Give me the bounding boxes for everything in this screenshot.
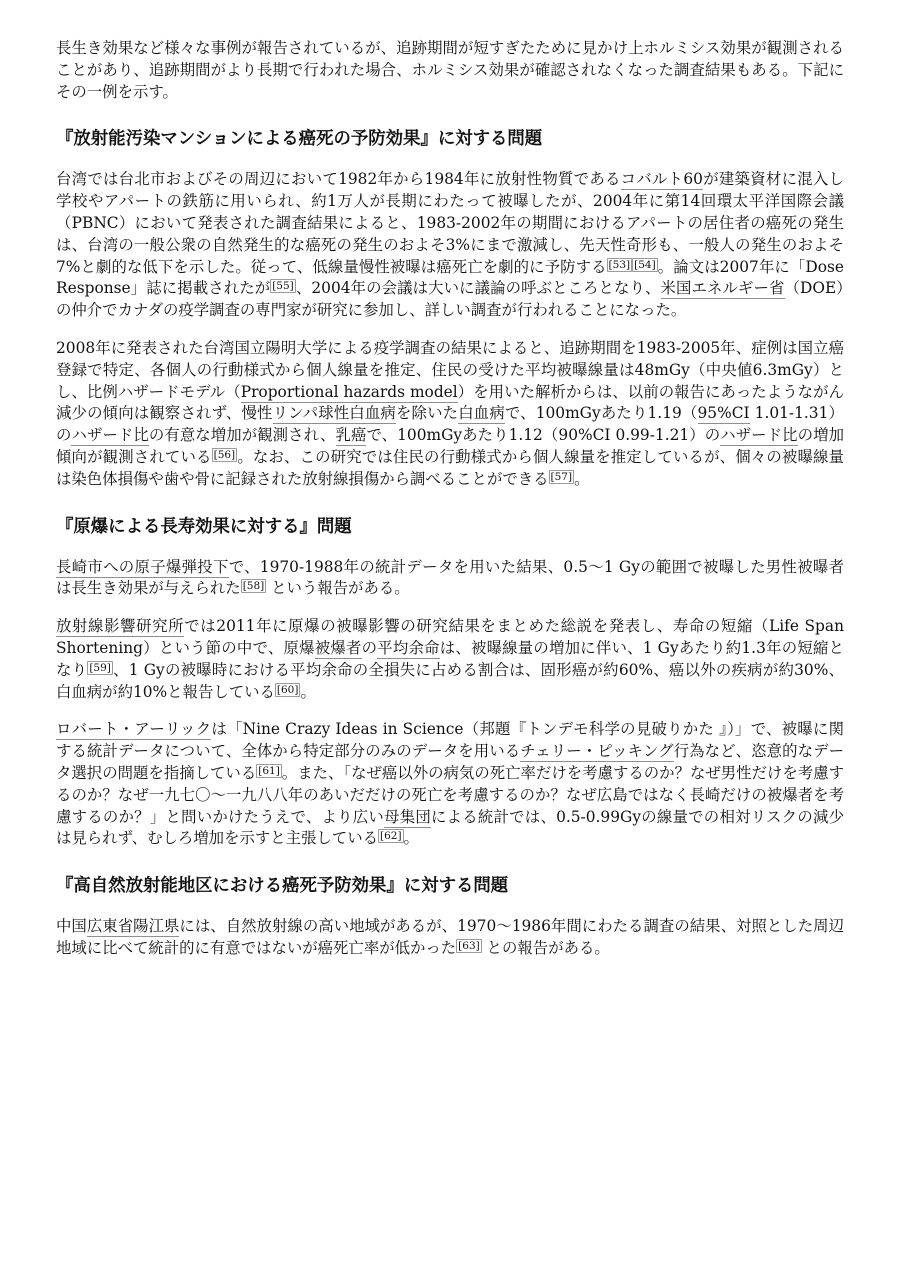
- intro-paragraph: 長生き効果など様々な事例が報告されているが、追跡期間が短すぎたために見かけ上ホルミシス効果が観測されることがあり、追跡期間がより長期で行われた場合、ホルミシス効果が確認されなくなった調査結果もある。下記にその一例を示す。: [56, 39, 844, 101]
- text-run: で、100mGyあたり1.19（: [504, 404, 698, 423]
- link-proportional-hazards-model[interactable]: Proportional hazards model: [240, 382, 458, 401]
- text-run: 。: [403, 829, 419, 848]
- link-cherry-picking[interactable]: チェリー・ピッキング: [520, 742, 674, 761]
- text-run: を除いた: [395, 404, 459, 423]
- link-95ci[interactable]: 95%CI: [697, 404, 750, 423]
- paragraph-nagasaki: [56, 557, 844, 601]
- text-run: 。なお、この研究では住民の行動様式から個人線量を推定しているが、個々の被曝線量は染色体損傷や歯や骨に記録された放射線損傷から調べることができる: [56, 447, 844, 488]
- section-heading-atomic-bomb: 『原爆による長寿効果に対する』問題: [56, 516, 352, 537]
- link-rerf[interactable]: 放射線影響研究所: [56, 617, 185, 636]
- link-leukemia[interactable]: 白血病: [458, 404, 505, 423]
- link-hazard-ratio[interactable]: ハザード比: [71, 426, 149, 445]
- text-run: 1.01-1.31）の: [56, 404, 844, 445]
- text-run: （DOE）の仲介でカナダの疫学調査の専門家が研究に参加し、詳しい調査が行われることになった。: [56, 279, 844, 320]
- citation-61[interactable]: [61]: [258, 764, 280, 777]
- text-run: 。論文は2007年に「Dose Response」誌に掲載されたが: [56, 257, 844, 298]
- section-heading-mansion: 『放射能汚染マンションによる癌死の予防効果』に対する問題: [56, 129, 543, 150]
- citation-59[interactable]: [59]: [89, 661, 111, 674]
- text-run: 。: [574, 469, 590, 488]
- text-run: 、1 Gyの被曝時における平均余命の全損失に占める割合は、固形癌が約60%、癌以外の疾病が約30%、白血病が約10%と報告している: [56, 660, 844, 701]
- citation-62[interactable]: [62]: [379, 830, 402, 843]
- citation-55[interactable]: [55]: [272, 280, 294, 293]
- text-run: 。: [300, 682, 316, 701]
- section-heading-high-background: 『高自然放射能地区における癌死予防効果』に対する問題: [56, 876, 509, 897]
- paragraph-rerf: [56, 616, 844, 703]
- link-nagasaki-bombing[interactable]: 長崎市への原子爆弾投下: [56, 557, 229, 576]
- text-run: には、自然放射線の高い地域があるが、1970～1986年間にわたる調査の結果、対照とした周辺地域に比べて統計的に有意ではないが癌死亡率が低かった: [56, 917, 844, 957]
- text-run: との報告がある。: [481, 938, 610, 957]
- text-run: は「Nine Crazy Ideas in Science（邦題『トンデモ科学の見破りかた 』）」で、被曝に関する統計データについて、全体から特定部分のみのデータを用いる: [56, 720, 844, 761]
- text-run: では2011年に原爆の被曝影響の研究結果をまとめた総説を発表し、寿命の短縮（Life Span Shortening）という節の中で、原爆: [56, 617, 844, 657]
- link-lymphocytic-leukemia[interactable]: リンパ球性白血病: [272, 404, 396, 423]
- paragraph-yangming-study: [56, 338, 844, 491]
- text-run: の有意な増加が観測され、: [148, 426, 336, 445]
- text-run: という報告がある。: [266, 579, 410, 598]
- link-hazard-ratio-2[interactable]: ハザード比: [720, 426, 798, 445]
- paragraph-ehrlich: [56, 719, 844, 850]
- text-run: の: [361, 638, 378, 657]
- text-run: ）を用いた解析からは、以前の報告にあったようながん減少の傾向は観察されず、慢性: [56, 382, 844, 423]
- link-guangdong[interactable]: 広東省: [86, 917, 134, 936]
- text-run: 2008年に発表された台湾国立陽明大学による疫学調査の結果によると、追跡期間を1983-2005年、症例は国立癌登録で特定、各個人の行動様式から個人線量を推定、住民の受けた平均被曝線量は48mGy（中央値6.3mGy）とし、比例ハザードモデル（: [56, 338, 844, 401]
- text-run: 台湾では台北市およびその周辺において1982年から1984年に放射性物質である: [56, 170, 621, 189]
- citation-56[interactable]: [56]: [213, 448, 236, 461]
- text-run: は、被曝線量の増加に伴い、1 Gyあたり約1.3年の短縮となり: [56, 638, 844, 679]
- text-run: 。また、「なぜ癌以外の病気の死亡率だけを考慮するのか？なぜ男性だけを考慮するのか？なぜ一九七〇～一九八八年のあいだだけの死亡を考慮するのか？なぜ広島ではなく長崎だけの被爆者を考慮するのか？」と問いかけたうえで、より広い: [56, 763, 844, 826]
- citation-57[interactable]: [57]: [550, 470, 573, 483]
- text-run: が建築資材に混入し学校やアパートの鉄筋に用いられ、約1万人が長期にわたって被曝したが、2004年に第14回環太平洋国際会議（PBNC）において発表された調査結果によると、1983-2002年の期間におけるアパートの居住者の癌死の発生は、台湾の一般公衆の自然発生的な癌死の発生のおよそ3%にまで激減し、先天性奇形も、一般人の発生のおよそ7%と劇的な低下を示した。従って、低線量慢性被曝は癌死亡を劇的に予防する: [56, 170, 844, 276]
- citation-60[interactable]: [60]: [276, 683, 299, 696]
- paragraph-yangjiang: [56, 916, 844, 960]
- citation-58[interactable]: [58]: [242, 580, 265, 593]
- citation-63[interactable]: [63]: [458, 939, 480, 952]
- citation-53[interactable]: [53]: [608, 258, 631, 271]
- text-run: の増加傾向が観測されている: [56, 426, 844, 466]
- text-run: による統計では、0.5-0.99Gyの線量での相対リスクの減少は見られず、むしろ増加を示すと主張している: [56, 807, 844, 848]
- link-robert-ehrlich[interactable]: ロバート・アーリック: [56, 720, 212, 739]
- text-run: 、2004年の会議は大いに議論の呼ぶところとなり、: [295, 279, 661, 298]
- link-population[interactable]: 母集団: [384, 807, 431, 826]
- link-us-doe[interactable]: 米国エネルギー省: [660, 279, 785, 298]
- text-run: 中国: [56, 917, 87, 936]
- paragraph-taiwan-cobalt: [56, 169, 844, 322]
- citation-54[interactable]: [54]: [634, 258, 656, 271]
- link-breast-cancer[interactable]: 乳癌: [335, 426, 367, 445]
- link-yangjiang[interactable]: 陽江県: [133, 917, 180, 936]
- text-run: で、100mGyあたり1.12（90%CI 0.99-1.21）の: [366, 426, 721, 445]
- text-run: で、1970-1988年の統計データを用いた結果、0.5～1 Gyの範囲で被曝した男性被曝者は長生き効果が与えられた: [56, 557, 844, 598]
- text-run: 行為など、恣意的なデータ選択の問題を指摘している: [56, 742, 844, 782]
- link-life-expectancy[interactable]: 平均余命: [377, 638, 440, 657]
- link-cobalt-60[interactable]: コバルト60: [620, 170, 703, 189]
- link-hibakusha[interactable]: 被爆者: [314, 638, 362, 657]
